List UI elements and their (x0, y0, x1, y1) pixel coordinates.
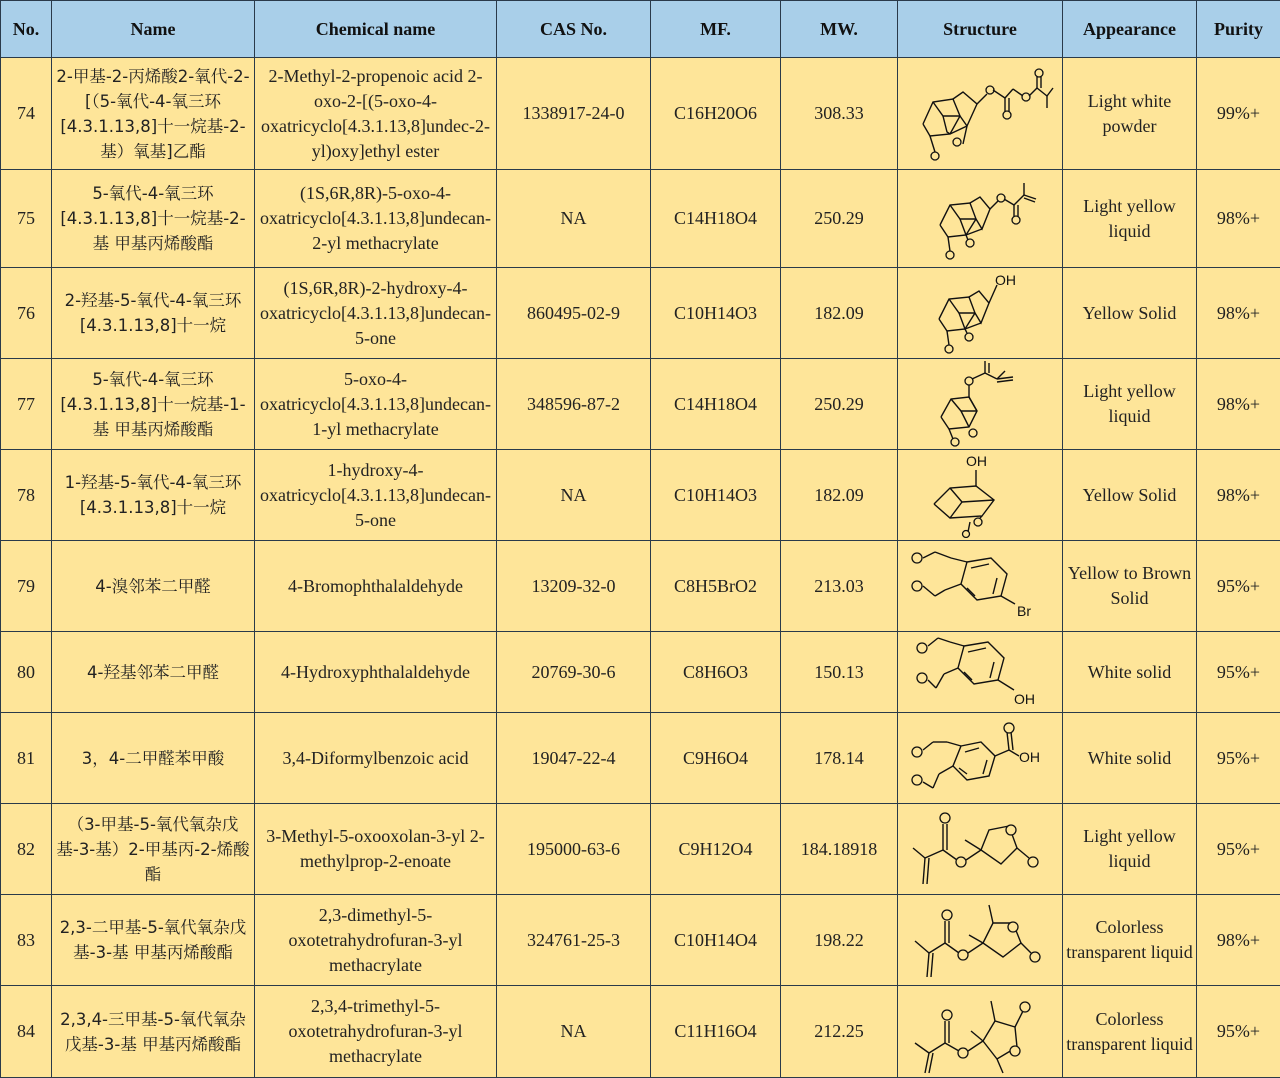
cell-structure (898, 450, 1063, 541)
cell-chemical-name: 4-Hydroxyphthalaldehyde (255, 632, 497, 713)
cell-mw: 308.33 (781, 58, 898, 170)
cell-no: 82 (1, 804, 52, 895)
cell-name: 2,3-二甲基-5-氧代氧杂戊基-3-基 甲基丙烯酸酯 (52, 895, 255, 986)
cell-chemical-name: 2,3,4-trimethyl-5-oxotetrahydrofuran-3-yl methacrylate (255, 986, 497, 1078)
table-row (1, 986, 1280, 1078)
cell-mf: C9H6O4 (651, 713, 781, 804)
header-chemical-name: Chemical name (255, 1, 497, 58)
structure-image (905, 989, 1055, 1075)
cell-appearance: Light yellow liquid (1063, 170, 1197, 268)
cell-appearance: White solid (1063, 713, 1197, 804)
cell-name: 5-氧代-4-氧三环[4.3.1.13,8]十一烷基-2-基 甲基丙烯酸酯 (52, 170, 255, 268)
cell-structure (898, 632, 1063, 713)
cell-cas: NA (497, 986, 651, 1078)
cell-mw: 182.09 (781, 268, 898, 359)
cell-structure (898, 268, 1063, 359)
table-row (1, 268, 1280, 359)
header-structure: Structure (898, 1, 1063, 58)
cell-structure (898, 359, 1063, 450)
cell-mw: 198.22 (781, 895, 898, 986)
cell-cas: NA (497, 450, 651, 541)
structure-image (920, 175, 1040, 263)
header-row (1, 1, 1280, 58)
cell-structure (898, 986, 1063, 1078)
cell-purity: 98%+ (1197, 450, 1280, 541)
cell-no: 77 (1, 359, 52, 450)
structure-image (920, 452, 1040, 538)
cell-cas: 324761-25-3 (497, 895, 651, 986)
cell-mf: C9H12O4 (651, 804, 781, 895)
table-row (1, 450, 1280, 541)
table-row (1, 804, 1280, 895)
cell-cas: 13209-32-0 (497, 541, 651, 632)
cell-structure (898, 713, 1063, 804)
header-appearance: Appearance (1063, 1, 1197, 58)
cell-purity: 95%+ (1197, 632, 1280, 713)
cell-mw: 178.14 (781, 713, 898, 804)
header-name: Name (52, 1, 255, 58)
cell-purity: 98%+ (1197, 359, 1280, 450)
cell-chemical-name: 3,4-Diformylbenzoic acid (255, 713, 497, 804)
cell-mw: 212.25 (781, 986, 898, 1078)
cell-no: 79 (1, 541, 52, 632)
cell-no: 74 (1, 58, 52, 170)
cell-mw: 182.09 (781, 450, 898, 541)
cell-mf: C14H18O4 (651, 170, 781, 268)
hydroxyl-label: OH (1019, 749, 1040, 765)
cell-appearance: Colorless transparent liquid (1063, 895, 1197, 986)
table-row (1, 713, 1280, 804)
cell-cas: 1338917-24-0 (497, 58, 651, 170)
cell-purity: 95%+ (1197, 804, 1280, 895)
cell-name: 5-氧代-4-氧三环[4.3.1.13,8]十一烷基-1-基 甲基丙烯酸酯 (52, 359, 255, 450)
cell-structure (898, 58, 1063, 170)
table-row (1, 541, 1280, 632)
cell-mf: C8H6O3 (651, 632, 781, 713)
cell-no: 78 (1, 450, 52, 541)
cell-mf: C10H14O3 (651, 268, 781, 359)
header-cas: CAS No. (497, 1, 651, 58)
cell-structure (898, 895, 1063, 986)
cell-name: 2-甲基-2-丙烯酸2-氧代-2-[（5-氧代-4-氧三环[4.3.1.13,8]十一烷基-2-基）氧基]乙酯 (52, 58, 255, 170)
cell-structure (898, 804, 1063, 895)
cell-appearance: Light yellow liquid (1063, 359, 1197, 450)
cell-purity: 98%+ (1197, 895, 1280, 986)
hydroxyl-label: OH (966, 453, 987, 469)
cell-mf: C10H14O4 (651, 895, 781, 986)
header-no: No. (1, 1, 52, 58)
structure-image (910, 634, 1050, 710)
cell-name: （3-甲基-5-氧代氧杂戊基-3-基）2-甲基丙-2-烯酸酯 (52, 804, 255, 895)
cell-mw: 213.03 (781, 541, 898, 632)
header-purity: Purity (1197, 1, 1280, 58)
cell-purity: 99%+ (1197, 58, 1280, 170)
cell-appearance: Light yellow liquid (1063, 804, 1197, 895)
structure-image (905, 806, 1055, 892)
cell-name: 4-羟基邻苯二甲醛 (52, 632, 255, 713)
structure-image (925, 361, 1035, 447)
cell-mw: 184.18918 (781, 804, 898, 895)
cell-purity: 95%+ (1197, 713, 1280, 804)
cell-structure (898, 170, 1063, 268)
cell-mf: C14H18O4 (651, 359, 781, 450)
cell-no: 81 (1, 713, 52, 804)
table-row (1, 58, 1280, 170)
cell-no: 83 (1, 895, 52, 986)
table-row (1, 895, 1280, 986)
cell-chemical-name: 3-Methyl-5-oxooxolan-3-yl 2-methylprop-2-enoate (255, 804, 497, 895)
cell-name: 2-羟基-5-氧代-4-氧三环[4.3.1.13,8]十一烷 (52, 268, 255, 359)
cell-name: 4-溴邻苯二甲醛 (52, 541, 255, 632)
cell-chemical-name: 2,3-dimethyl-5-oxotetrahydrofuran-3-yl methacrylate (255, 895, 497, 986)
cell-chemical-name: 2-Methyl-2-propenoic acid 2-oxo-2-[(5-oxo-4-oxatricyclo[4.3.1.13,8]undec-2-yl)oxy]ethyl ester (255, 58, 497, 170)
cell-cas: NA (497, 170, 651, 268)
cell-mw: 250.29 (781, 170, 898, 268)
cell-no: 84 (1, 986, 52, 1078)
table-row (1, 170, 1280, 268)
cell-mf: C8H5BrO2 (651, 541, 781, 632)
cell-appearance: Colorless transparent liquid (1063, 986, 1197, 1078)
header-mf: MF. (651, 1, 781, 58)
structure-image (925, 271, 1035, 355)
cell-mw: 250.29 (781, 359, 898, 450)
cell-purity: 98%+ (1197, 170, 1280, 268)
cell-purity: 95%+ (1197, 986, 1280, 1078)
cell-purity: 98%+ (1197, 268, 1280, 359)
cell-cas: 860495-02-9 (497, 268, 651, 359)
cell-chemical-name: 1-hydroxy-4-oxatricyclo[4.3.1.13,8]undecan-5-one (255, 450, 497, 541)
header-mw: MW. (781, 1, 898, 58)
cell-no: 76 (1, 268, 52, 359)
cell-cas: 19047-22-4 (497, 713, 651, 804)
bromo-label: Br (1017, 603, 1031, 619)
table-row (1, 359, 1280, 450)
cell-appearance: Yellow Solid (1063, 450, 1197, 541)
structure-image (905, 716, 1055, 800)
cell-appearance: Light white powder (1063, 58, 1197, 170)
cell-appearance: White solid (1063, 632, 1197, 713)
structure-image (905, 544, 1055, 628)
structure-image (905, 64, 1055, 164)
cell-cas: 20769-30-6 (497, 632, 651, 713)
cell-chemical-name: 4-Bromophthalaldehyde (255, 541, 497, 632)
cell-cas: 195000-63-6 (497, 804, 651, 895)
cell-purity: 95%+ (1197, 541, 1280, 632)
cell-appearance: Yellow Solid (1063, 268, 1197, 359)
cell-mf: C11H16O4 (651, 986, 781, 1078)
cell-mw: 150.13 (781, 632, 898, 713)
cell-chemical-name: (1S,6R,8R)-2-hydroxy-4-oxatricyclo[4.3.1.13,8]undecan-5-one (255, 268, 497, 359)
hydroxyl-label: OH (995, 272, 1016, 288)
cell-no: 75 (1, 170, 52, 268)
cell-name: 3，4-二甲醛苯甲酸 (52, 713, 255, 804)
cell-mf: C10H14O3 (651, 450, 781, 541)
structure-image (905, 897, 1055, 983)
table-row (1, 632, 1280, 713)
hydroxyl-label: OH (1014, 691, 1035, 707)
cell-no: 80 (1, 632, 52, 713)
cell-name: 1-羟基-5-氧代-4-氧三环[4.3.1.13,8]十一烷 (52, 450, 255, 541)
cell-structure (898, 541, 1063, 632)
cell-chemical-name: (1S,6R,8R)-5-oxo-4-oxatricyclo[4.3.1.13,8]undecan-2-yl methacrylate (255, 170, 497, 268)
cell-name: 2,3,4-三甲基-5-氧代氧杂戊基-3-基 甲基丙烯酸酯 (52, 986, 255, 1078)
cell-mf: C16H20O6 (651, 58, 781, 170)
cell-appearance: Yellow to Brown Solid (1063, 541, 1197, 632)
cell-chemical-name: 5-oxo-4-oxatricyclo[4.3.1.13,8]undecan-1-yl methacrylate (255, 359, 497, 450)
cell-cas: 348596-87-2 (497, 359, 651, 450)
